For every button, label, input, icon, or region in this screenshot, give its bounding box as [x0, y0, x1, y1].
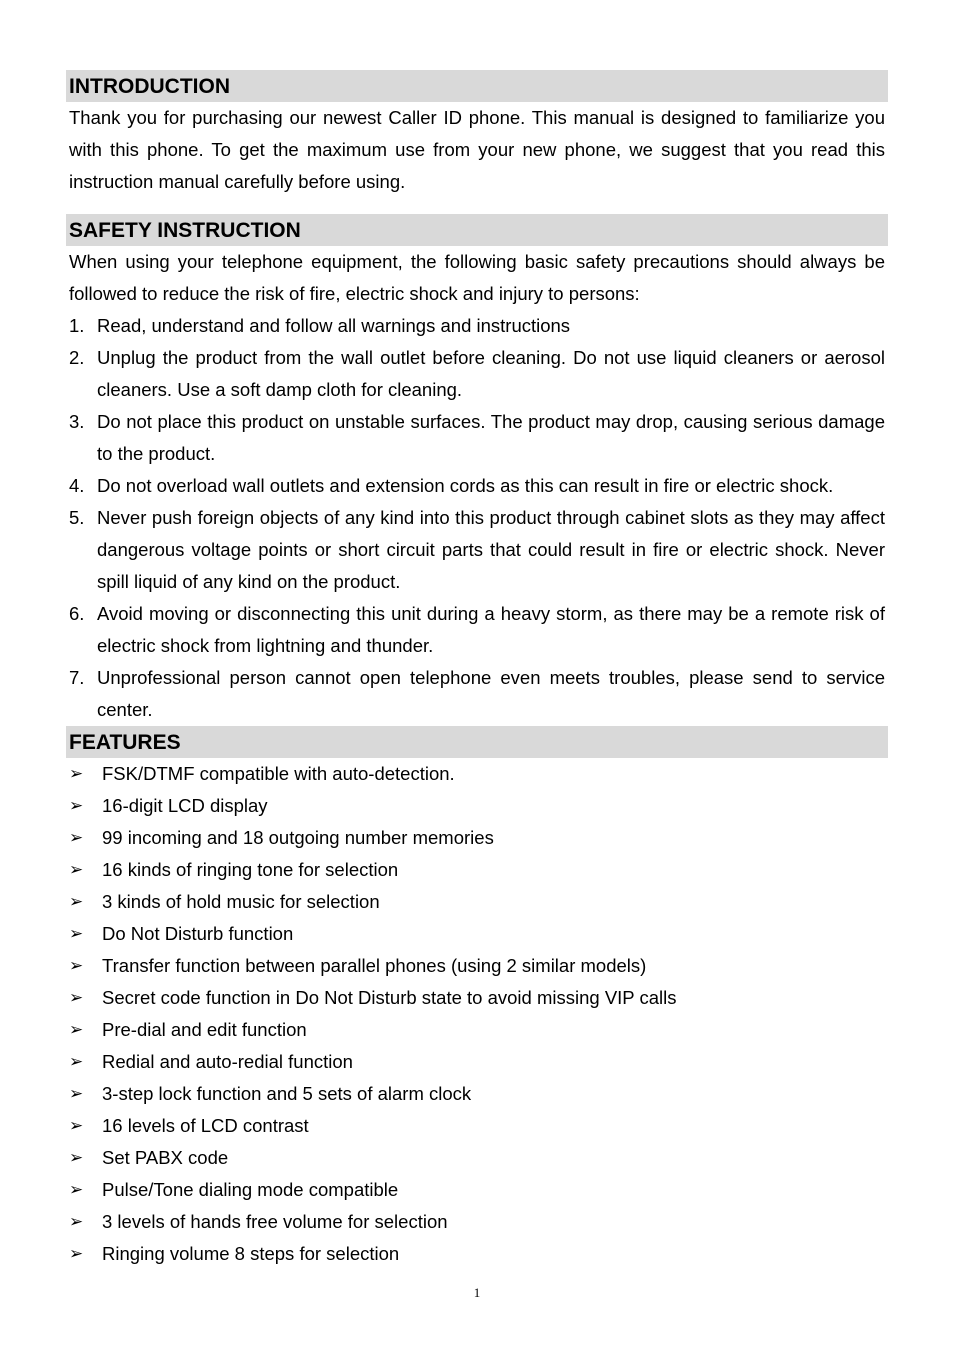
list-item [69, 1078, 885, 1110]
list-item [69, 342, 885, 406]
list-item [69, 1142, 885, 1174]
feature-text: 16 levels of LCD contrast [102, 1115, 309, 1136]
arrow-bullet-icon: ➢ [69, 828, 84, 848]
safety-list [66, 310, 888, 726]
item-text: Unplug the product from the wall outlet before cleaning. Do not use liquid cleaners or aerosol cleaners. Use a soft damp cloth for cleaning. [97, 347, 885, 400]
feature-text: 3 levels of hands free volume for selection [102, 1211, 448, 1232]
arrow-bullet-icon: ➢ [69, 1052, 84, 1072]
arrow-bullet-icon: ➢ [69, 860, 84, 880]
item-number: 1. [69, 315, 85, 336]
feature-text: Secret code function in Do Not Disturb state to avoid missing VIP calls [102, 987, 677, 1008]
list-item [69, 854, 885, 886]
feature-text: Redial and auto-redial function [102, 1051, 353, 1072]
item-text: Do not place this product on unstable surfaces. The product may drop, causing serious damage to the product. [97, 411, 885, 464]
arrow-bullet-icon: ➢ [69, 956, 84, 976]
list-item [69, 662, 885, 726]
item-number: 5. [69, 507, 85, 528]
document-page [66, 70, 888, 1270]
section-spacer [66, 198, 888, 214]
arrow-bullet-icon: ➢ [69, 1020, 84, 1040]
feature-text: FSK/DTMF compatible with auto-detection. [102, 763, 455, 784]
feature-text: Set PABX code [102, 1147, 229, 1168]
arrow-bullet-icon: ➢ [69, 1244, 84, 1264]
list-item [69, 918, 885, 950]
list-item [69, 1014, 885, 1046]
features-heading: FEATURES [66, 726, 888, 758]
feature-text: Pulse/Tone dialing mode compatible [102, 1179, 399, 1200]
arrow-bullet-icon: ➢ [69, 1148, 84, 1168]
feature-text: 3 kinds of hold music for selection [102, 891, 380, 912]
feature-text: Ringing volume 8 steps for selection [102, 1243, 400, 1264]
arrow-bullet-icon: ➢ [69, 764, 84, 784]
feature-text: Pre-dial and edit function [102, 1019, 307, 1040]
arrow-bullet-icon: ➢ [69, 892, 84, 912]
item-text: Read, understand and follow all warnings and instructions [97, 315, 571, 336]
arrow-bullet-icon: ➢ [69, 1180, 84, 1200]
arrow-bullet-icon: ➢ [69, 924, 84, 944]
safety-paragraph: When using your telephone equipment, the following basic safety precautions should always be followed to reduce the risk of fire, electric shock and injury to persons: [69, 251, 885, 304]
feature-text: Transfer function between parallel phones (using 2 similar models) [102, 955, 647, 976]
introduction-heading: INTRODUCTION [66, 70, 888, 102]
list-item [69, 1046, 885, 1078]
list-item [69, 1110, 885, 1142]
arrow-bullet-icon: ➢ [69, 796, 84, 816]
list-item [69, 470, 885, 502]
item-text: Do not overload wall outlets and extension cords as this can result in fire or electric shock. [97, 475, 834, 496]
safety-heading: SAFETY INSTRUCTION [66, 214, 888, 246]
feature-text: Do Not Disturb function [102, 923, 294, 944]
list-item [69, 406, 885, 470]
feature-text: 3-step lock function and 5 sets of alarm clock [102, 1083, 472, 1104]
arrow-bullet-icon: ➢ [69, 1212, 84, 1232]
list-item [69, 982, 885, 1014]
item-text: Never push foreign objects of any kind into this product through cabinet slots as they may affect dangerous voltage points or short circuit parts that could result in fire or electric shock. Never spill liquid of any kind on the product. [97, 507, 885, 592]
arrow-bullet-icon: ➢ [69, 1116, 84, 1136]
list-item [69, 886, 885, 918]
feature-text: 99 incoming and 18 outgoing number memories [102, 827, 494, 848]
feature-text: 16-digit LCD display [102, 795, 268, 816]
item-text: Unprofessional person cannot open telephone even meets troubles, please send to service center. [97, 667, 885, 720]
item-number: 3. [69, 411, 85, 432]
item-number: 7. [69, 667, 85, 688]
page-number: 1 [473, 1285, 481, 1300]
list-item [69, 1174, 885, 1206]
introduction-paragraph: Thank you for purchasing our newest Caller ID phone. This manual is designed to familiarize you with this phone. To get the maximum use from your new phone, we suggest that you read this instruction manual carefully before using. [69, 107, 885, 192]
item-number: 2. [69, 347, 85, 368]
list-item [69, 1238, 885, 1270]
feature-text: 16 kinds of ringing tone for selection [102, 859, 399, 880]
list-item [69, 598, 885, 662]
list-item [69, 790, 885, 822]
list-item [69, 1206, 885, 1238]
list-item [69, 758, 885, 790]
features-list [66, 758, 888, 1270]
list-item [69, 950, 885, 982]
arrow-bullet-icon: ➢ [69, 1084, 84, 1104]
list-item [69, 310, 885, 342]
item-text: Avoid moving or disconnecting this unit during a heavy storm, as there may be a remote risk of electric shock from lightning and thunder. [97, 603, 885, 656]
list-item [69, 502, 885, 598]
item-number: 6. [69, 603, 85, 624]
arrow-bullet-icon: ➢ [69, 988, 84, 1008]
list-item [69, 822, 885, 854]
item-number: 4. [69, 475, 85, 496]
